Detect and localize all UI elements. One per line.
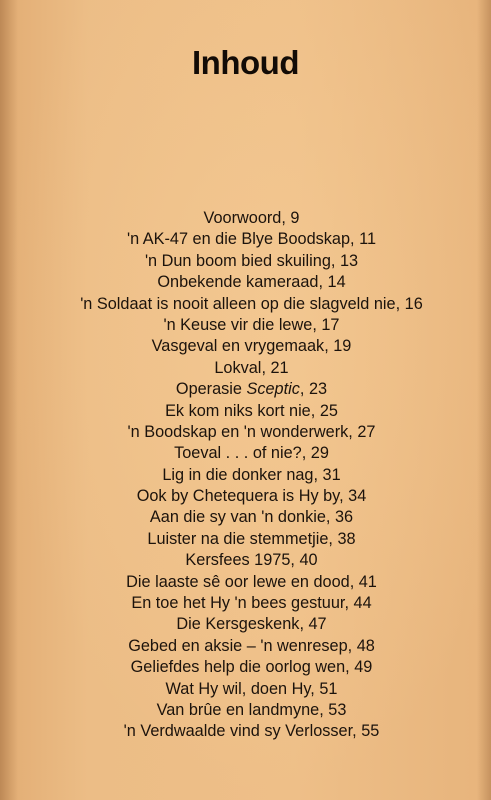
- toc-entry: [6, 657, 491, 678]
- toc-entry: [6, 486, 491, 507]
- toc-entry-page: , 11: [350, 230, 376, 248]
- toc-entry-title: Geliefdes help die oorlog wen: [130, 658, 346, 677]
- toc-entry-title: Ook by Chetequera is Hy by: [136, 487, 340, 506]
- toc-entry-page: , 29: [302, 444, 329, 462]
- toc-entry-page: , 44: [344, 594, 371, 612]
- toc-entry: [6, 294, 491, 315]
- toc-entry: [6, 529, 491, 550]
- toc-entry-page: , 36: [326, 508, 353, 526]
- toc-entry-title: Lig in die donker nag: [162, 465, 314, 484]
- toc-entry: [6, 401, 491, 422]
- toc-entry-title: Wat Hy wil, doen Hy: [165, 679, 311, 698]
- toc-entry-page: , 55: [352, 722, 379, 740]
- toc-entry-title: Die Kersgeskenk: [176, 615, 300, 634]
- toc-entry-page: , 25: [311, 402, 338, 420]
- toc-entry-title: Aan die sy van 'n donkie: [149, 508, 326, 527]
- toc-entry: [6, 422, 491, 443]
- toc-entry-page: , 14: [318, 273, 345, 291]
- toc-entry: [6, 636, 491, 657]
- toc-entry: [6, 315, 491, 336]
- toc-entry-title: Vasgeval en vrygemaak: [151, 337, 325, 356]
- toc-entry-title: 'n Boodskap en 'n wonderwerk: [127, 422, 349, 441]
- toc-entry-page: , 41: [350, 573, 377, 591]
- toc-entry-title: 'n Dun boom bied skuiling: [144, 251, 331, 270]
- toc-entry: [6, 251, 491, 272]
- toc-entry-title: 'n Verdwaalde vind sy Verlosser: [123, 722, 353, 741]
- toc-entry-title: Gebed en aksie – 'n wenresep: [128, 636, 348, 655]
- toc-entry-title: Ek kom niks kort nie: [165, 401, 311, 420]
- toc-entry-title: Van brûe en landmyne: [156, 700, 320, 719]
- toc-entry: [6, 465, 491, 486]
- toc-entry-page: , 19: [324, 337, 351, 355]
- toc-entry-page: , 27: [348, 423, 375, 441]
- toc-entry-title: Toeval . . . of nie?: [174, 444, 302, 463]
- page-title: Inhoud: [192, 44, 299, 82]
- toc-entry-page: , 9: [281, 209, 299, 227]
- toc-entry: [6, 358, 491, 379]
- toc-entry-page: , 16: [396, 295, 423, 313]
- toc-entry-page: , 31: [313, 466, 340, 484]
- table-of-contents: [6, 208, 491, 743]
- toc-entry-title-prefix: Operasie: [175, 380, 247, 399]
- toc-entry-title: 'n AK-47 en die Blye Boodskap: [126, 230, 351, 249]
- toc-entry-page: , 38: [328, 530, 355, 548]
- toc-entry-title-italic: Sceptic: [246, 380, 300, 399]
- toc-entry-title: En toe het Hy 'n bees gestuur: [131, 594, 345, 613]
- toc-entry-title: Luister na die stemmetjie: [147, 529, 329, 548]
- toc-entry: [6, 721, 491, 742]
- toc-entry-page: , 51: [310, 680, 337, 698]
- toc-entry: [6, 572, 491, 593]
- toc-entry: [6, 229, 491, 250]
- toc-entry-page: , 53: [319, 701, 346, 719]
- toc-entry-page: , 49: [345, 658, 372, 676]
- toc-entry-page: , 21: [261, 359, 288, 377]
- toc-entry: [6, 614, 491, 635]
- toc-entry-page: , 34: [339, 487, 366, 505]
- toc-entry: [6, 443, 491, 464]
- toc-entry-title: Die laaste sê oor lewe en dood: [126, 572, 350, 591]
- toc-entry-page: , 23: [300, 380, 327, 398]
- toc-entry-page: , 13: [331, 252, 358, 270]
- toc-entry-title: Voorwoord: [203, 209, 282, 227]
- toc-entry: [6, 679, 491, 700]
- toc-entry: [6, 593, 491, 614]
- toc-entry: [6, 700, 491, 721]
- toc-entry: [6, 379, 491, 400]
- toc-entry: [6, 550, 491, 571]
- toc-entry-title: Lokval: [214, 358, 262, 377]
- toc-entry-page: , 48: [348, 637, 375, 655]
- toc-entry-page: , 47: [299, 615, 326, 633]
- toc-entry-page: , 40: [290, 551, 317, 569]
- toc-entry-title: Kersfees 1975: [185, 551, 291, 570]
- toc-entry-title: Onbekende kameraad: [157, 273, 319, 292]
- toc-entry: [6, 208, 491, 229]
- toc-entry: [6, 507, 491, 528]
- toc-entry-page: , 17: [312, 316, 339, 334]
- toc-entry: [6, 272, 491, 293]
- toc-entry: [6, 336, 491, 357]
- toc-entry-title: 'n Keuse vir die lewe: [163, 315, 313, 334]
- toc-entry-title: 'n Soldaat is nooit alleen op die slagveld nie: [80, 294, 396, 313]
